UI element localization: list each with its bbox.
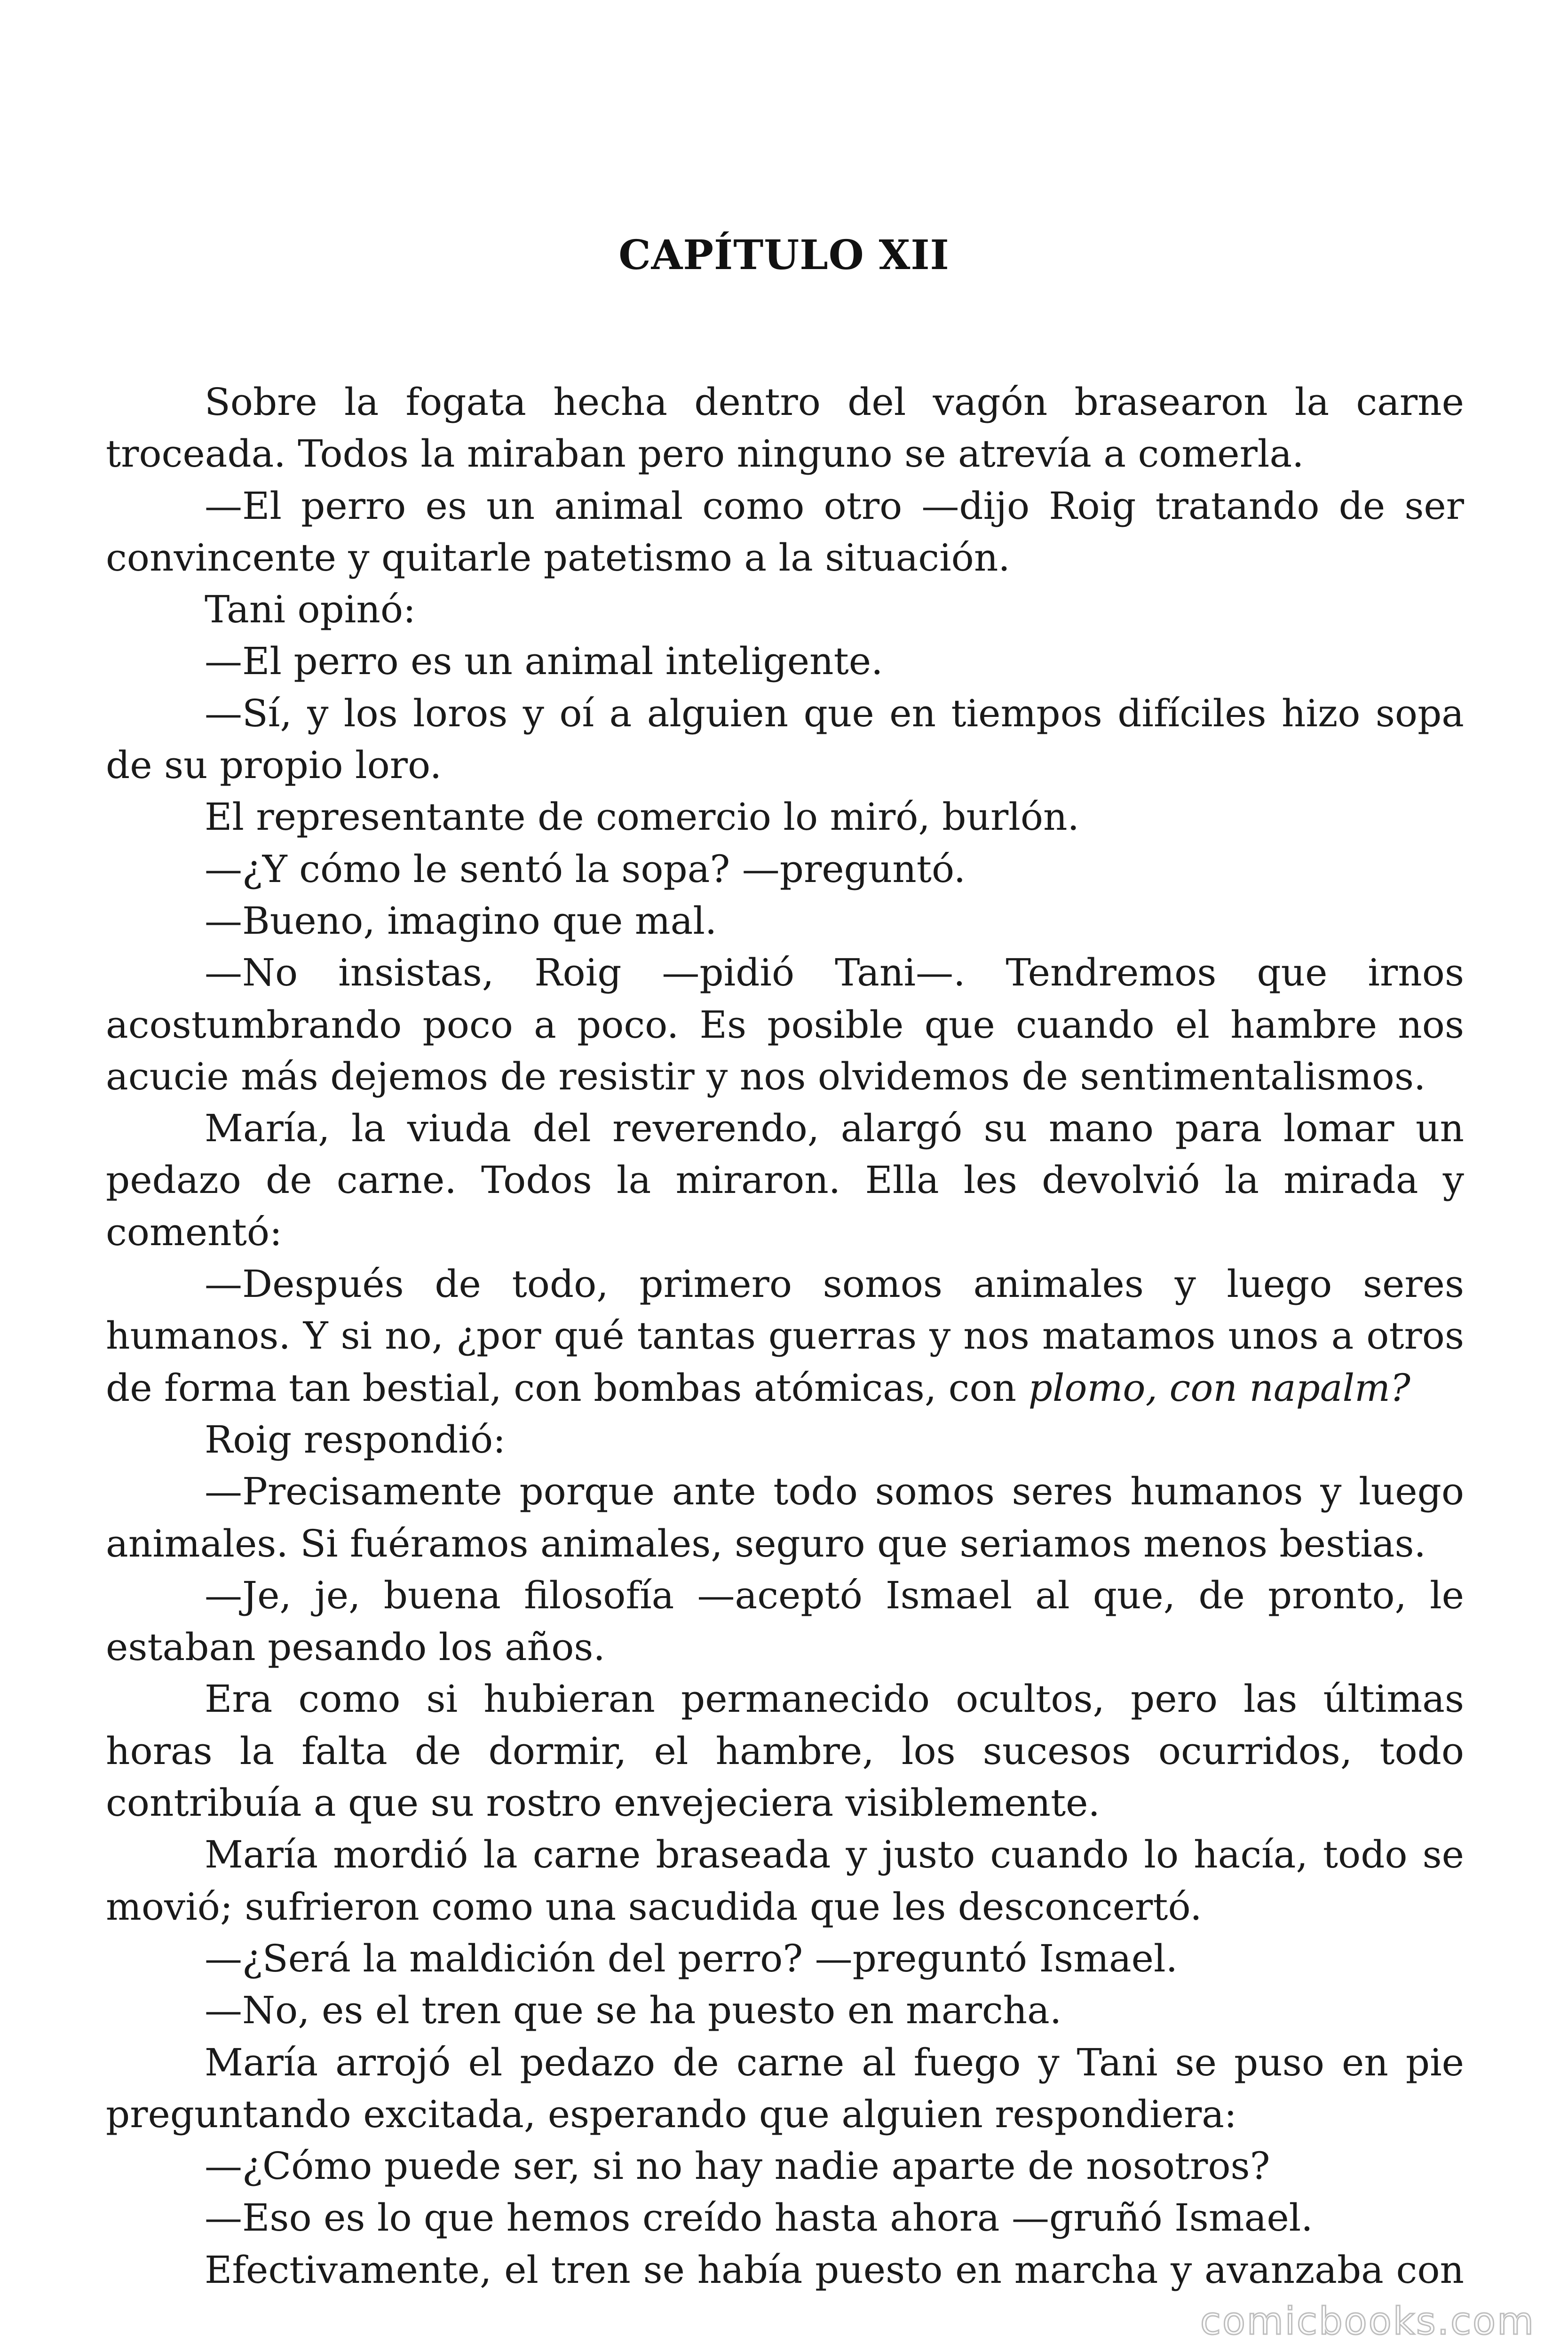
paragraph: María arrojó el pedazo de carne al fuego y Tani se puso en pie preguntando excitada, esperando que alguien respondiera: xyxy=(106,2040,1464,2136)
paragraph: —No insistas, Roig —pidió Tani—. Tendremos que irnos acostumbrando poco a poco. Es posible que cuando el hambre nos acucie más dejemos de resistir y nos olvidemos de sentimentalismos. xyxy=(106,951,1464,1098)
paragraph: Era como si hubieran permanecido ocultos, pero las últimas horas la falta de dormir, el hambre, los sucesos ocurridos, todo contribuía a que su rostro envejeciera visiblemente. xyxy=(106,1677,1464,1825)
paragraph: —Bueno, imagino que mal. xyxy=(205,898,717,943)
paragraph: —¿Será la maldición del perro? —preguntó Ismael. xyxy=(205,1936,1178,1980)
watermark: comicbooks.com xyxy=(1200,2299,1535,2343)
paragraph: —Sí, y los loros y oí a alguien que en tiempos difíciles hizo sopa de su propio loro. xyxy=(106,691,1464,787)
paragraph-text: —Después de todo, primero somos animales y luego seres humanos. Y si no, ¿por qué tantas guerras y nos matamos unos a otros de forma tan bestial, con bombas atómicas, con xyxy=(106,1262,1464,1410)
paragraph: —El perro es un animal inteligente. xyxy=(205,639,883,683)
paragraph: —No, es el tren que se ha puesto en marcha. xyxy=(205,1988,1062,2033)
paragraph: —El perro es un animal como otro —dijo Roig tratando de ser convincente y quitarle patetismo a la situación. xyxy=(106,484,1464,580)
paragraph: —¿Y cómo le sentó la sopa? —preguntó. xyxy=(205,847,966,891)
paragraph: María mordió la carne braseada y justo cuando lo hacía, todo se movió; sufrieron como una sacudida que les desconcertó. xyxy=(106,1833,1464,1929)
paragraph: Roig respondió: xyxy=(205,1417,506,1462)
paragraph: Efectivamente, el tren se había puesto en marcha y avanzaba con xyxy=(205,2248,1464,2292)
paragraph: —Je, je, buena filosofía —aceptó Ismael al que, de pronto, le estaban pesando los años. xyxy=(106,1573,1464,1669)
paragraph: Sobre la fogata hecha dentro del vagón brasearon la carne troceada. Todos la miraban pero ninguno se atrevía a comerla. xyxy=(106,380,1464,476)
paragraph: —Precisamente porque ante todo somos seres humanos y luego animales. Si fuéramos animales, seguro que seriamos menos bestias. xyxy=(106,1470,1464,1565)
italic-phrase: plomo, con napalm? xyxy=(1028,1366,1410,1410)
paragraph-with-italic xyxy=(106,1258,1464,1414)
paragraph: Tani opinó: xyxy=(205,588,416,632)
paragraph: —¿Cómo puede ser, si no hay nadie aparte de nosotros? xyxy=(205,2144,1270,2188)
chapter-body xyxy=(106,376,1464,2296)
paragraph: El representante de comercio lo miró, burlón. xyxy=(205,795,1079,839)
paragraph: —Eso es lo que hemos creído hasta ahora —gruñó Ismael. xyxy=(205,2196,1313,2240)
paragraph: María, la viuda del reverendo, alargó su mano para lomar un pedazo de carne. Todos la miraron. Ella les devolvió la mirada y comentó: xyxy=(106,1106,1464,1254)
chapter-title: CAPÍTULO XII xyxy=(618,231,950,279)
